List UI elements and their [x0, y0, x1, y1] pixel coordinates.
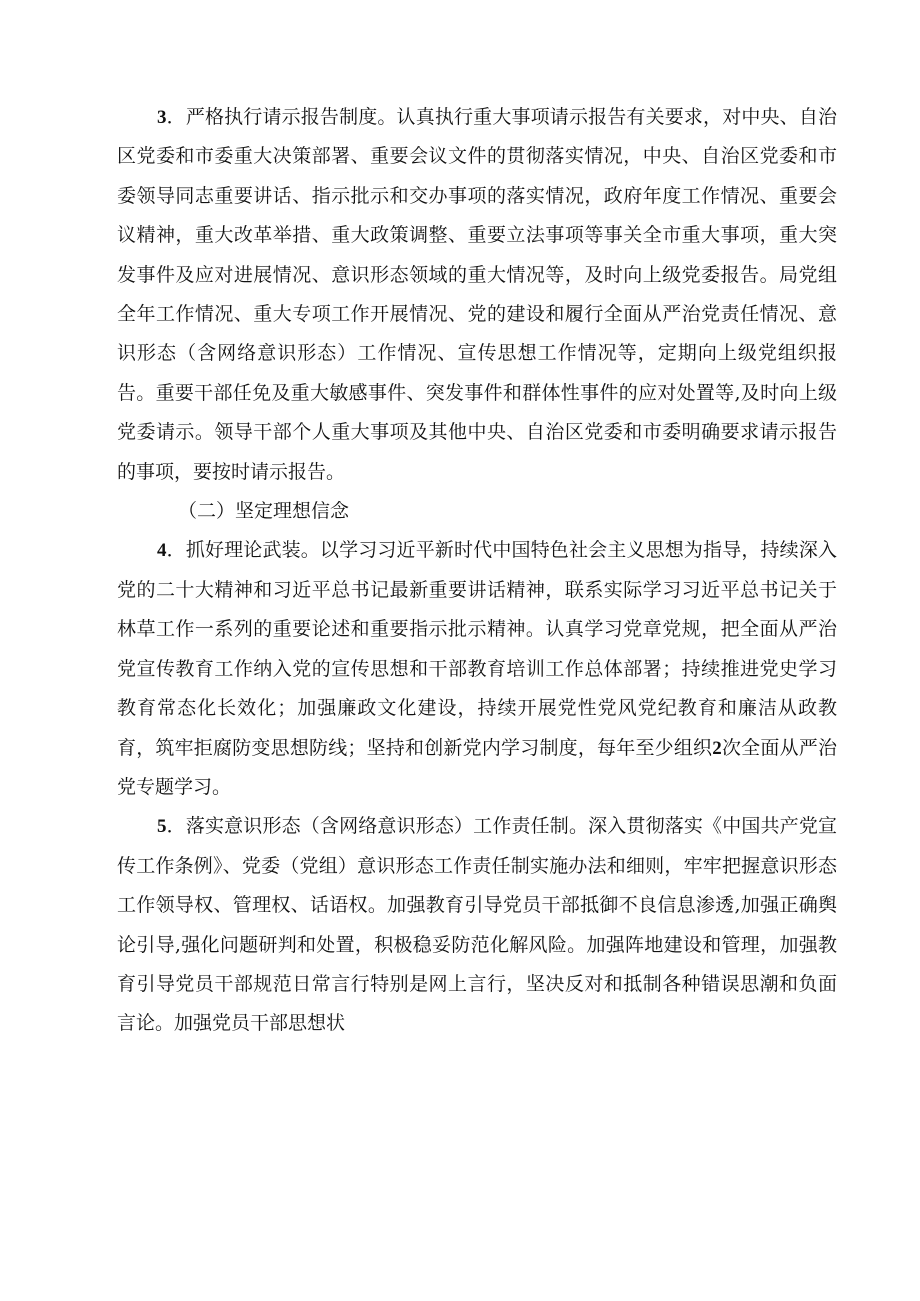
document-body [117, 98, 837, 1044]
paragraph-item-3 [117, 98, 837, 492]
section-heading-text: （二）坚定理想信念 [178, 500, 350, 523]
paragraph-text: ．落实意识形态（含网络意识形态）工作责任制。深入贯彻落实《中国共产党宣传工作条例》、党委（党组）意识形态工作责任制实施办法和细则，牢牢把握意识形态工作领导权、管理权、话语权。加强教育引导党员干部抵御不良信息渗透,加强正确舆论引导,强化问题研判和处置，积极稳妥防范化解风险。加强阵地建设和管理，加强教育引导党员干部规范日常言行特别是网上言行，坚决反对和抵制各种错误思潮和负面言论。加强党员干部思想状 [117, 815, 837, 1035]
paragraph-text: ．抓好理论武装。以学习习近平新时代中国特色社会主义思想为指导，持续深入党的二十大精神和习近平总书记最新重要讲话精神，联系实际学习习近平总书记关于林草工作一系列的重要论述和重要指示批示精神。认真学习党章党规，把全面从严治党宣传教育工作纳入党的宣传思想和干部教育培训工作总体部署；持续推进党史学习教育常态化长效化；加强廉政文化建设，持续开展党性党风党纪教育和廉洁从政教育，筑牢拒腐防变思想防线；坚持和创新党内学习制度，每年至少组织 [117, 539, 837, 759]
paragraph-text-continued: 次全面从严治党专题学习。 [117, 736, 837, 798]
paragraph-item-4 [117, 531, 837, 807]
section-heading [117, 492, 837, 531]
paragraph-text: ．严格执行请示报告制度。认真执行重大事项请示报告有关要求，对中央、自治区党委和市委重大决策部署、重要会议文件的贯彻落实情况，中央、自治区党委和市委领导同志重要讲话、指示批示和交办事项的落实情况，政府年度工作情况、重要会议精神，重大改革举措、重大政策调整、重要立法事项等事关全市重大事项，重大突发事件及应对进展情况、意识形态领域的重大情况等，及时向上级党委报告。局党组全年工作情况、重大专项工作开展情况、党的建设和履行全面从严治党责任情况、意识形态（含网络意识形态）工作情况、宣传思想工作情况等，定期向上级党组织报告。重要干部任免及重大敏感事件、突发事件和群体性事件的应对处置等,及时向上级党委请示。领导干部个人重大事项及其他中央、自治区党委和市委明确要求请示报告的事项，要按时请示报告。 [117, 106, 837, 483]
paragraph-number: 4 [157, 540, 167, 562]
paragraph-number: 3 [157, 107, 167, 128]
inline-number: 2 [712, 737, 722, 759]
paragraph-item-5 [117, 807, 837, 1043]
paragraph-number: 5 [157, 816, 167, 838]
